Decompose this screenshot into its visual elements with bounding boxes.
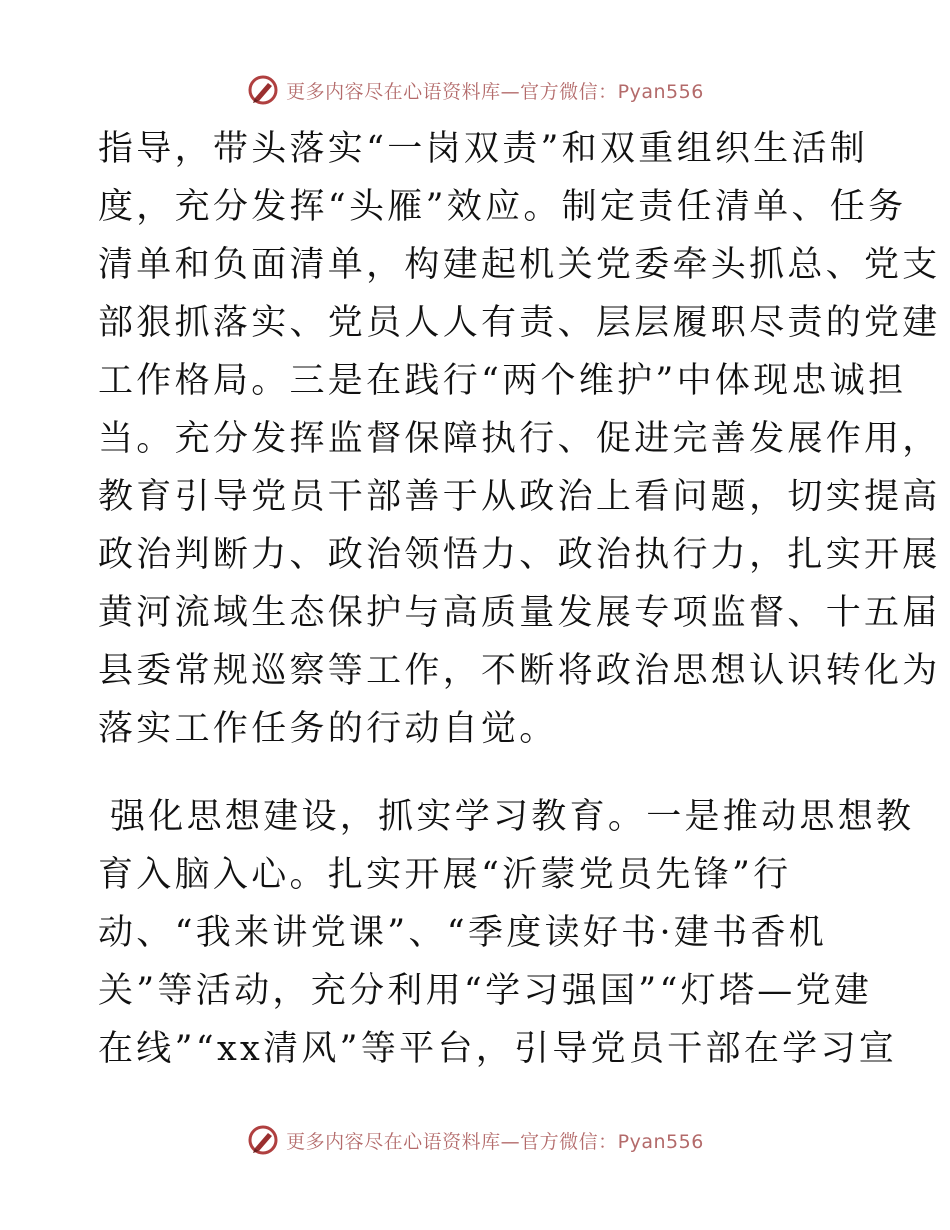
paragraph-2 — [98, 788, 915, 1078]
text-line: 黄河流域生态保护与高质量发展专项监督、十五届 — [98, 593, 941, 633]
text-line: 落实工作任务的行动自觉。 — [98, 709, 558, 749]
pen-logo-icon — [246, 1123, 280, 1157]
header-banner-text: 更多内容尽在心语资料库—官方微信：Pyan556 — [286, 80, 704, 103]
text-line: 动、“我来讲党课”、“季度读好书·建书香机 — [98, 913, 828, 953]
text-line: 工作格局。三是在践行“两个维护”中体现忠诚担 — [98, 361, 907, 401]
text-line: 部狠抓落实、党员人人有责、层层履职尽责的党建 — [98, 303, 941, 343]
text-line: 在线”“xx清风”等平台，引导党员干部在学习宣 — [98, 1029, 898, 1069]
text-line: 强化思想建设，抓实学习教育。一是推动思想教 — [110, 797, 915, 837]
text-line: 度，充分发挥“头雁”效应。制定责任清单、任务 — [98, 187, 907, 227]
text-line: 清单和负面清单，构建起机关党委牵头抓总、党支 — [98, 245, 941, 285]
text-line: 育入脑入心。扎实开展“沂蒙党员先锋”行 — [98, 855, 792, 895]
header-banner — [0, 70, 950, 110]
footer-banner — [0, 1120, 950, 1160]
paragraph-1 — [98, 120, 941, 758]
footer-banner-text: 更多内容尽在心语资料库—官方微信：Pyan556 — [286, 1130, 704, 1153]
text-line: 县委常规巡察等工作，不断将政治思想认识转化为 — [98, 651, 941, 691]
paragraph-spacer — [98, 758, 858, 788]
text-line: 教育引导党员干部善于从政治上看问题，切实提高 — [98, 477, 941, 517]
text-line: 关”等活动，充分利用“学习强国”“灯塔—党建 — [98, 971, 873, 1011]
pen-logo-icon — [246, 73, 280, 107]
text-line: 当。充分发挥监督保障执行、促进完善发展作用， — [98, 419, 941, 459]
document-body — [98, 120, 941, 1078]
text-line: 政治判断力、政治领悟力、政治执行力，扎实开展 — [98, 535, 941, 575]
text-line: 指导，带头落实“一岗双责”和双重组织生活制 — [98, 129, 869, 169]
